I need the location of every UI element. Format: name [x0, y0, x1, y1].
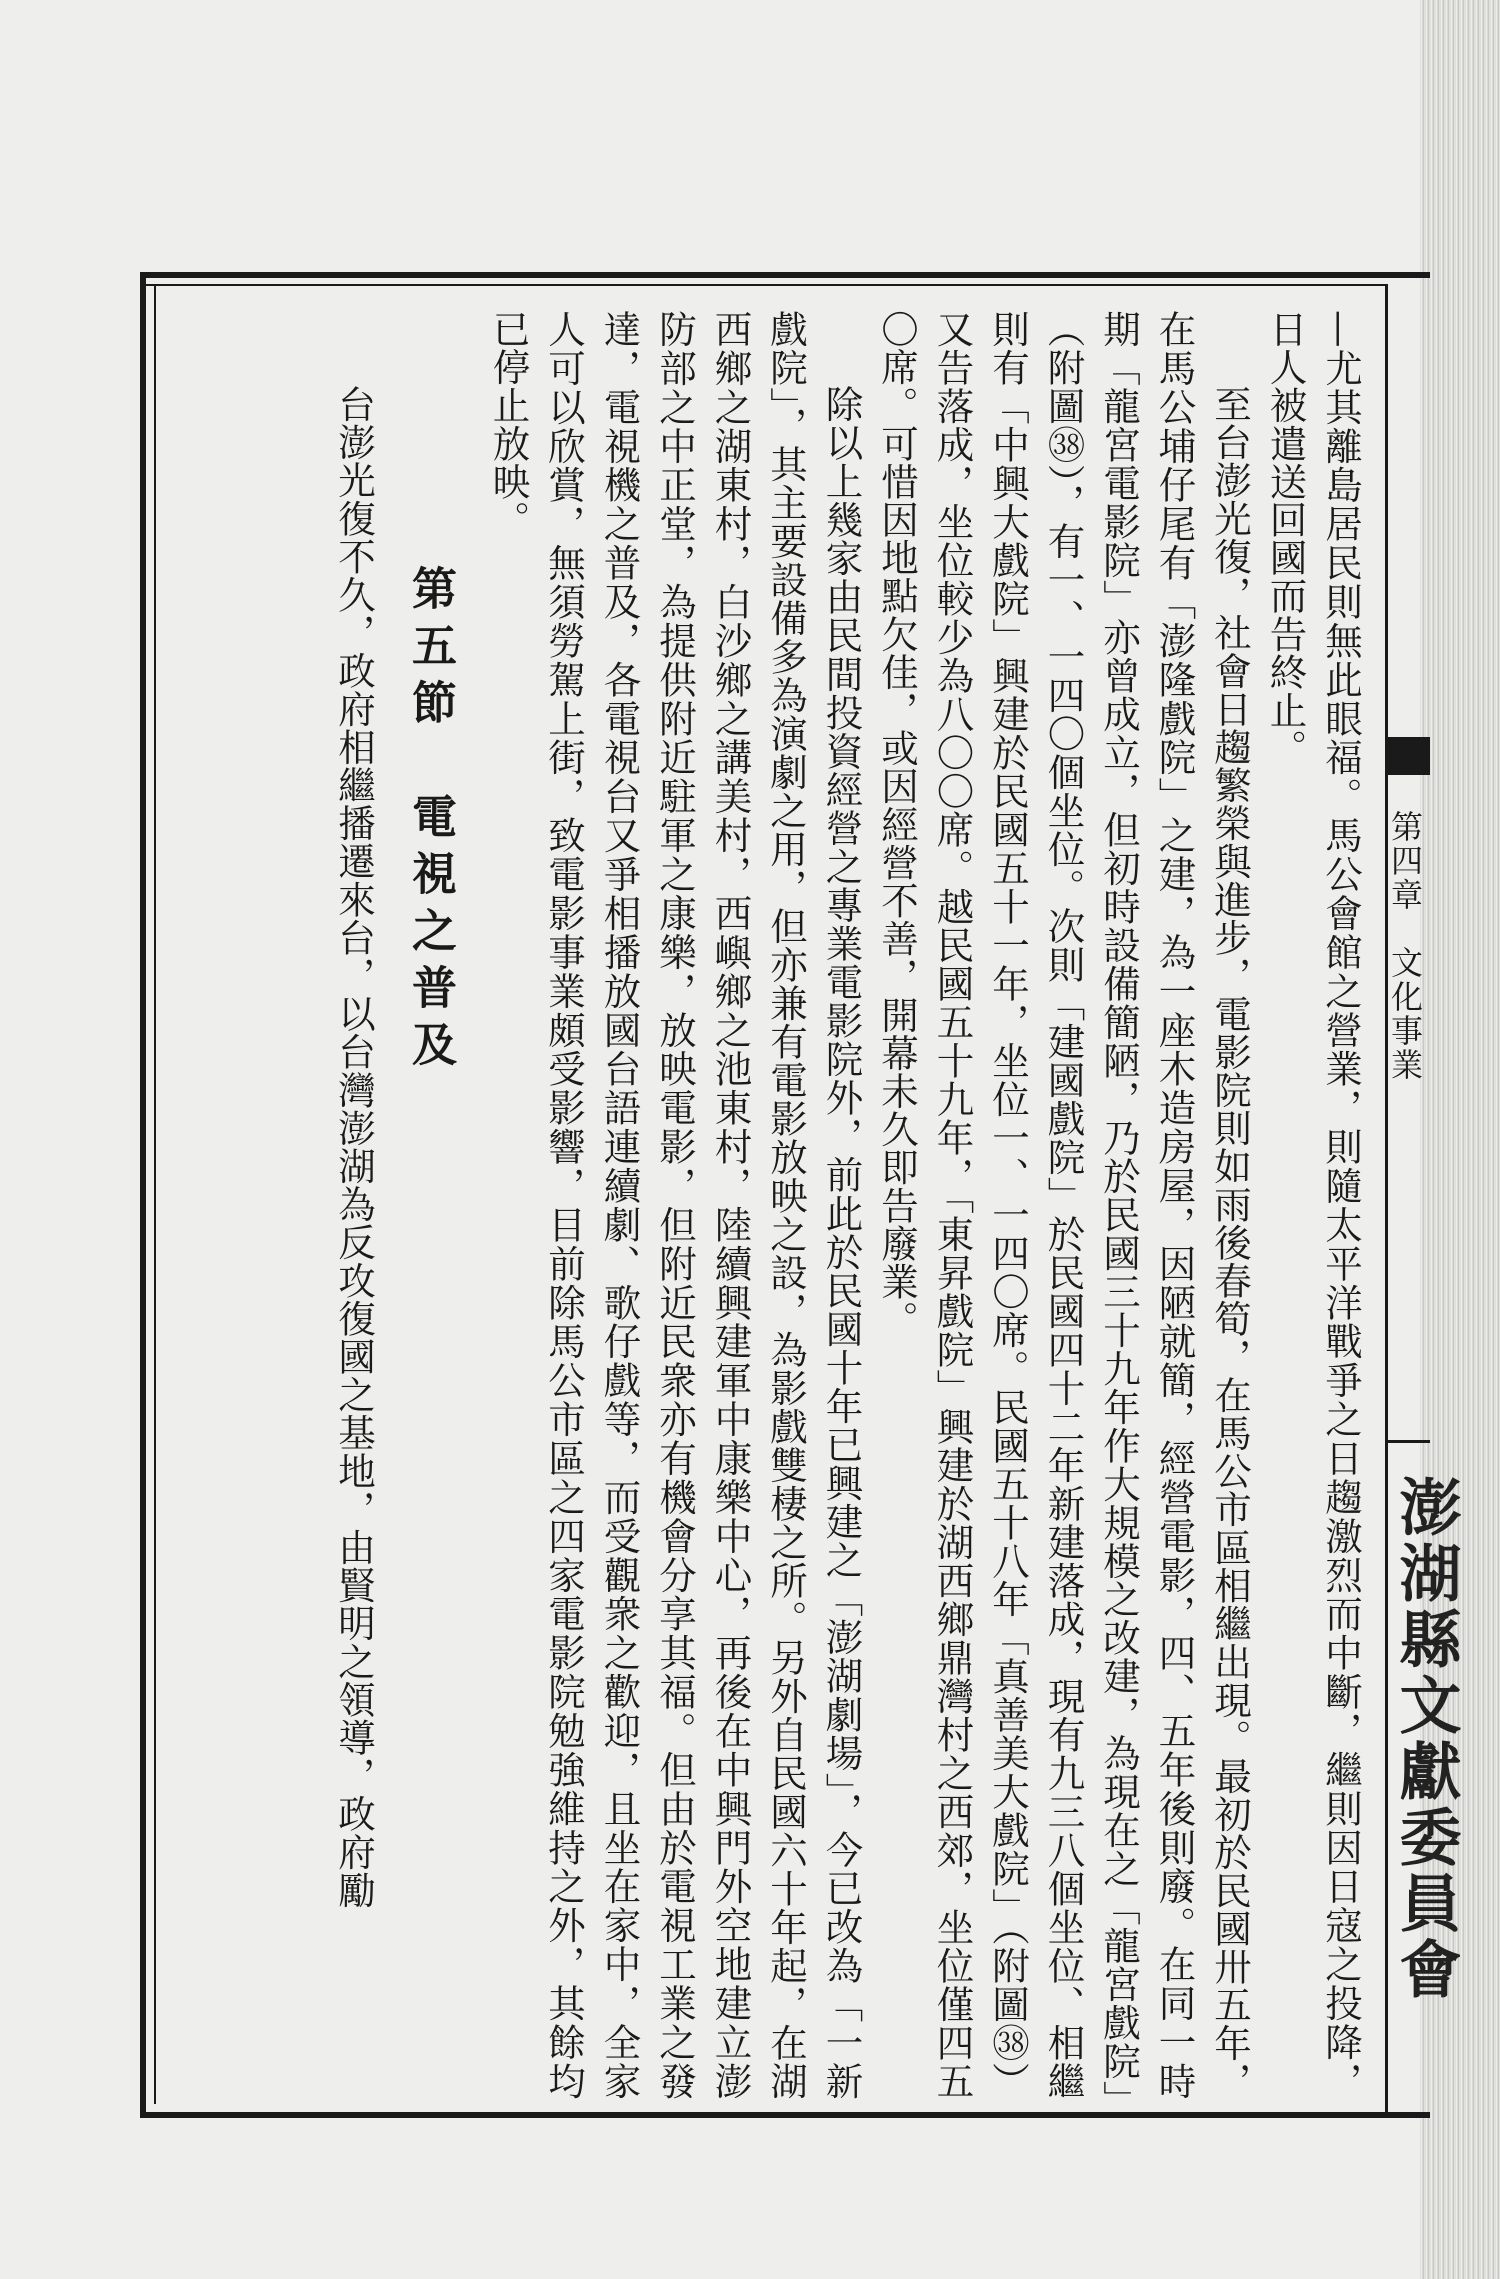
paragraph-4: 台澎光復不久，政府相繼播遷來台，以台灣澎湖為反攻復國之基地，由賢明之領導，政府勵 — [332, 385, 376, 1909]
book-title: 澎湖縣文獻委員會 — [1389, 1475, 1462, 2003]
frame-inner-left-border — [154, 286, 156, 2104]
header-black-bar — [1385, 737, 1430, 775]
frame-top-border — [140, 272, 1430, 278]
paragraph-1: —尤其離島居民則無此眼福。馬公會館之營業，則隨太平洋戰爭之日趨激烈而中斷，繼則因日寇之投降，日人被遣送回國而告終止。 — [1263, 310, 1363, 2100]
paragraph-2: 至台澎光復，社會日趨繁榮與進步，電影院則如雨後春筍，在馬公市區相繼出現。最初於民國卅五年，在馬公埔仔尾有「澎隆戲院」之建，為一座木造房屋，因陋就簡，經營電影，四、五年後則廢。在同一時期「龍宮電影院」亦曾成立，但初時設備簡陋，乃於民國三十九年作大規模之改建，為現在之「龍宮戲院」（附圖㊳），有一、一四〇個坐位。次則「建國戲院」於民國四十二年新建落成，現有九三八個坐位、相繼則有「中興大戲院」興建於民國五十一年，坐位一、一四〇席。民國五十八年「真善美大戲院」（附圖㊳）又告落成，坐位較少為八〇〇席。越民國五十九年，「東昇戲院」興建於湖西鄉鼎灣村之西郊，坐位僅四五〇席。可惜因地點欠佳，或因經營不善，開幕未久即告廢業。 — [875, 310, 1252, 2100]
header-rule — [1385, 1440, 1430, 1443]
paragraph-3: 除以上幾家由民間投資經營之專業電影院外，前此於民國十年已興建之「澎湖劇場」，今已改為「一新戲院」，其主要設備多為演劇之用，但亦兼有電影放映之設，為影戲雙棲之所。另外自民國六十年起，在湖西鄉之湖東村，白沙鄉之講美村，西嶼鄉之池東村，陸續興建軍中康樂中心，再後在中興門外空地建立澎防部之中正堂，為提供附近駐軍之康樂，放映電影，但附近民衆亦有機會分享其福。但由於電視工業之發達，電視機之普及，各電視台又爭相播放國台語連續劇、歌仔戲等，而受觀衆之歡迎，且坐在家中，全家人可以欣賞，無須勞駕上街，致電影事業頗受影響，目前除馬公市區之四家電影院勉強維持之外，其餘均已停止放映。 — [486, 310, 864, 2100]
frame-left-border — [140, 272, 146, 2118]
body-text — [168, 310, 1368, 2100]
frame-inner-top-border — [140, 284, 1385, 286]
frame-bottom-border — [140, 2112, 1430, 2118]
section-title: 第五節 電視之普及 — [404, 565, 457, 1078]
chapter-heading: 第四章 文化事業 — [1386, 810, 1424, 1082]
